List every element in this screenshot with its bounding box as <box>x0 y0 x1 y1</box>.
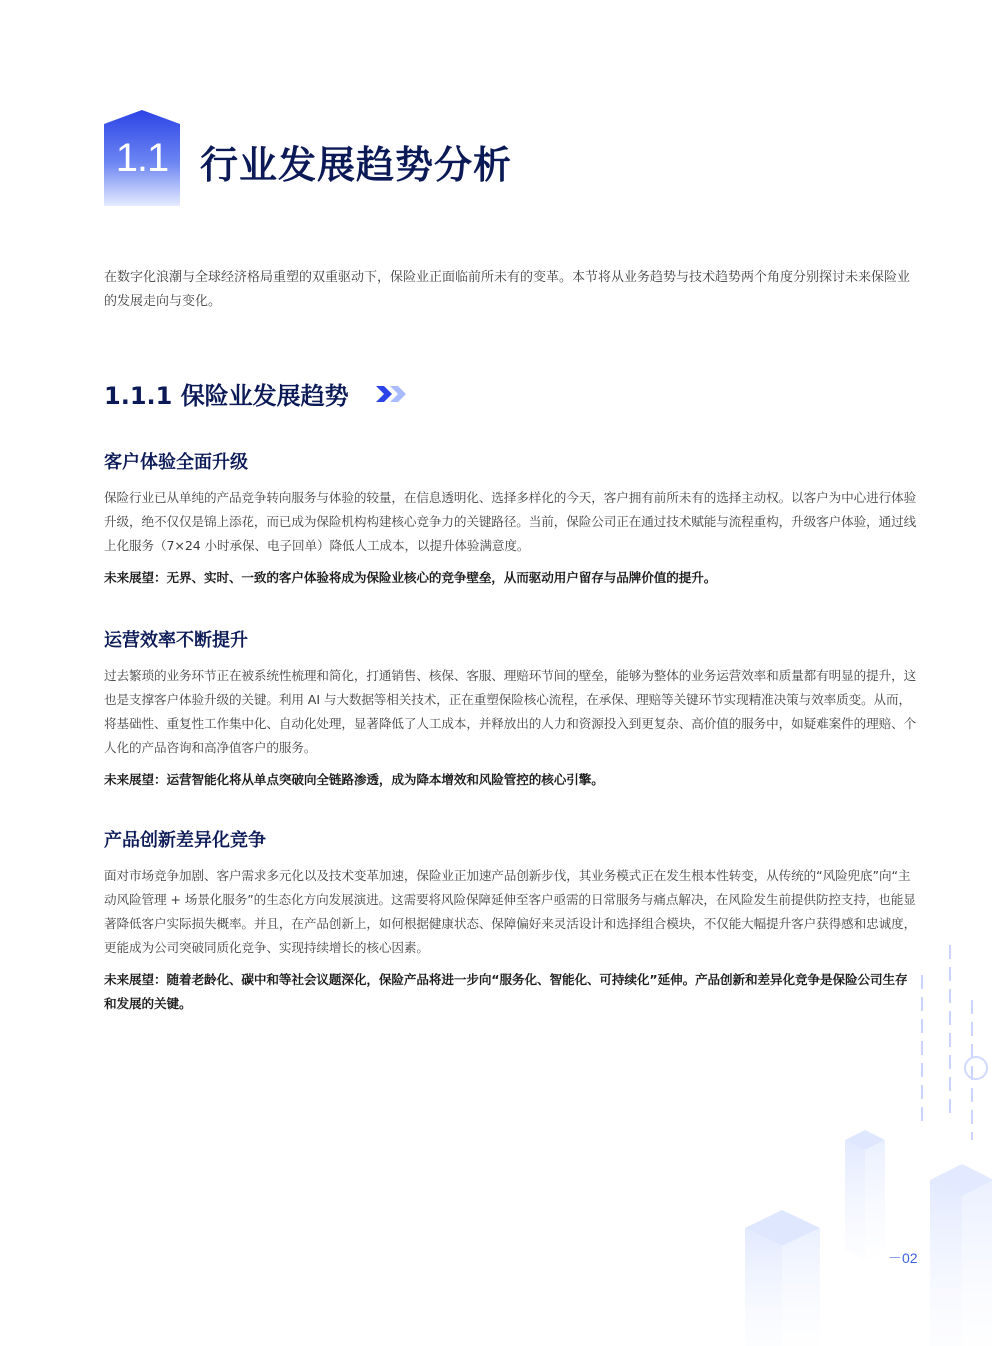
subsection-title: 客户体验全面升级 <box>104 452 248 473</box>
intro-paragraph: 在数字化浪潮与全球经济格局重塑的双重驱动下，保险业正面临前所未有的变革。本节将从业务趋势与技术趋势两个角度分别探讨未来保险业的发展走向与变化。 <box>104 270 911 309</box>
subsection-outlook: 未来展望：运营智能化将从单点突破向全链路渗透，成为降本增效和风险管控的核心引擎。 <box>104 772 604 787</box>
chapter-title: 行业发展趋势分析 <box>200 143 513 187</box>
subsection-outlook: 未来展望：无界、实时、一致的客户体验将成为保险业核心的竞争壁垒，从而驱动用户留存与品牌价值的提升。 <box>104 570 717 585</box>
subsection-outlook: 未来展望：随着老龄化、碳中和等社会议题深化，保险产品将进一步向“服务化、智能化、可持续化”延伸。产品创新和差异化竞争是保险公司生存和发展的关键。 <box>104 972 908 1011</box>
subsection-product-innovation <box>104 826 918 1016</box>
subsection-body: 过去繁琐的业务环节正在被系统性梳理和简化，打通销售、核保、客服、理赔环节间的壁垒，能够为整体的业务运营效率和质量都有明显的提升，这也是支撑客户体验升级的关键。利用 AI 与大数据等相关技术，正在重塑保险核心流程，在承保、理赔等关键环节实现精准决策与效率质变。从而，将基础性、重复性工作集中化、自动化处理，显著降低了人工成本，并释放出的人力和资源投入到更复杂、高价值的服务中，如疑难案件的理赔、个人化的产品咨询和高净值客户的服务。 <box>104 668 917 755</box>
subsection-title: 产品创新差异化竞争 <box>104 830 266 851</box>
chapter-badge <box>104 110 180 206</box>
page-number: －02 <box>888 1250 918 1266</box>
chapter-number: 1.1 <box>115 136 169 180</box>
subsection-title: 运营效率不断提升 <box>104 630 248 651</box>
subsection-body: 保险行业已从单纯的产品竞争转向服务与体验的较量，在信息透明化、选择多样化的今天，客户拥有前所未有的选择主动权。以客户为中心进行体验升级，绝不仅仅是锦上添花，而已成为保险机构构建核心竞争力的关键路径。当前，保险公司正在通过技术赋能与流程重构，升级客户体验，通过线上化服务（7×24 小时承保、电子回单）降低人工成本，以提升体验满意度。 <box>104 490 917 553</box>
section-title: 1.1.1 保险业发展趋势 <box>104 382 349 410</box>
subsection-customer-experience <box>104 448 918 590</box>
subsection-operation-efficiency <box>104 626 918 792</box>
subsection-body: 面对市场竞争加剧、客户需求多元化以及技术变革加速，保险业正加速产品创新步伐，其业务模式正在发生根本性转变，从传统的“风险兜底”向“主动风险管理 + 场景化服务”的生态化方向发展演进。这需要将风险保障延伸至客户亟需的日常服务与痛点解决，在风险发生前提供防控支持，也能显著降低客户实际损失概率。并且，在产品创新上，如何根据健康状态、保障偏好来灵活设计和选择组合模块，不仅能大幅提升客户获得感和忠诚度，更能成为公司突破同质化竞争、实现持续增长的核心因素。 <box>104 868 917 955</box>
double-chevron-icon <box>374 384 408 404</box>
